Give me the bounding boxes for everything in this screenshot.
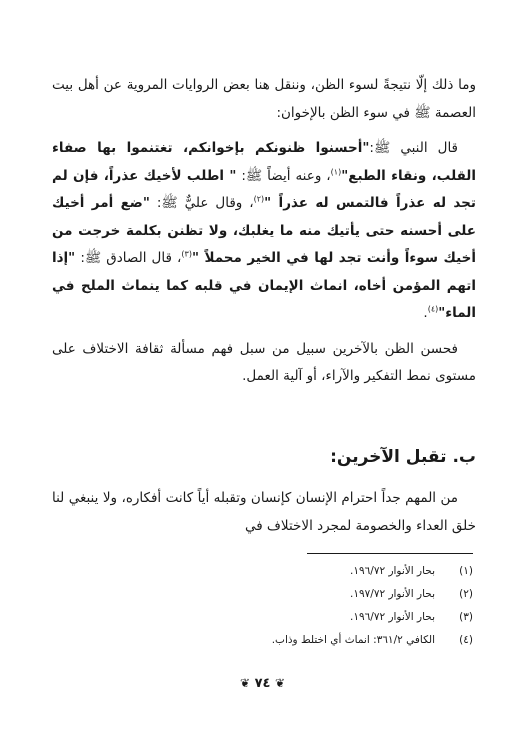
footnote-text: بحار الأنوار ١٩٧/٧٢. (350, 588, 435, 600)
narration-quote-3: "ضع أمر أخيك على أحسنه حتى يأتيك منه ما يغلبك، ولا تظنن بكلمة خرجت من أخيك سوءاً وأنت تجد لها في الخير محملاً " (52, 195, 476, 266)
page-footer (0, 676, 525, 691)
footnote-item (173, 629, 473, 652)
page-number: ٧٤ (254, 676, 271, 691)
footnote-text: الكافي ٣٦١/٢: انماث أي اختلط وذاب. (271, 634, 435, 646)
footnote-ref-2[interactable]: (٢) (253, 194, 265, 204)
narration-quote-2: " اطلب لأخيك عذراً، فإن لم تجد له عذراً فالتمس له عذراً " (52, 167, 476, 211)
main-text (52, 72, 476, 391)
footnote-ref-3[interactable]: (٣) (181, 249, 192, 259)
footnote-number: (٣) (459, 611, 473, 623)
footnotes (173, 560, 473, 652)
footnote-divider (307, 553, 473, 554)
narration-connector-3: ، قال الصادق ﷺ: (75, 250, 182, 266)
footnote-number: (٢) (459, 588, 473, 600)
footnote-item (173, 560, 473, 583)
footnote-ref-1[interactable]: (١) (330, 167, 342, 176)
narration-connector-1: ، وعنه أيضاً ﷺ: (236, 167, 331, 184)
footnote-ref-4[interactable]: (٤) (427, 304, 439, 314)
footnote-text: بحار الأنوار ١٩٦/٧٢. (350, 565, 435, 577)
section-heading: ب. تقبل الآخرين: (330, 447, 476, 467)
narration-connector-2: ، وقال عليٌّ ﷺ: (149, 195, 254, 211)
paragraph-accepting-others: من المهم جداً احترام الإنسان كإنسان وتقبله أياً كانت أفكاره، ولا ينبغي لنا خلق العداء والخصومة لمجرد الاختلاف في (52, 490, 476, 534)
paragraph-intro: وما ذلك إلّا نتيجةً لسوء الظن، وننقل هنا بعض الروايات المروية عن أهل بيت العصمة ﷺ في سوء الظن بالإخوان: (52, 77, 476, 121)
narration-end: . (423, 305, 428, 321)
footnote-item (173, 606, 473, 629)
section-text (52, 485, 476, 540)
narration-quote-4: "إذا اتهم المؤمن أخاه، انماث الإيمان في قلبه كما ينماث الملح في الماء" (52, 250, 476, 321)
footnote-number: (٤) (459, 634, 473, 646)
ornament-left-icon: ❦ (274, 676, 286, 690)
ornament-right-icon: ❦ (239, 676, 251, 690)
narration-quote-1: "أحسنوا ظنونكم بإخوانكم، تغتنموا بها صفاء القلب، ونقاء الطبع" (52, 140, 476, 184)
narration-intro: قال النبي ﷺ: (369, 140, 459, 156)
footnote-text: بحار الأنوار ١٩٦/٧٢. (350, 611, 435, 623)
footnote-number: (١) (459, 565, 473, 577)
paragraph-conclusion: فحسن الظن بالآخرين سبيل من سبل فهم مسألة ثقافة الاختلاف على مستوى نمط التفكير والآراء، أو آلية العمل. (52, 340, 476, 384)
paragraph-narrations (52, 135, 476, 328)
footnote-item (173, 583, 473, 606)
